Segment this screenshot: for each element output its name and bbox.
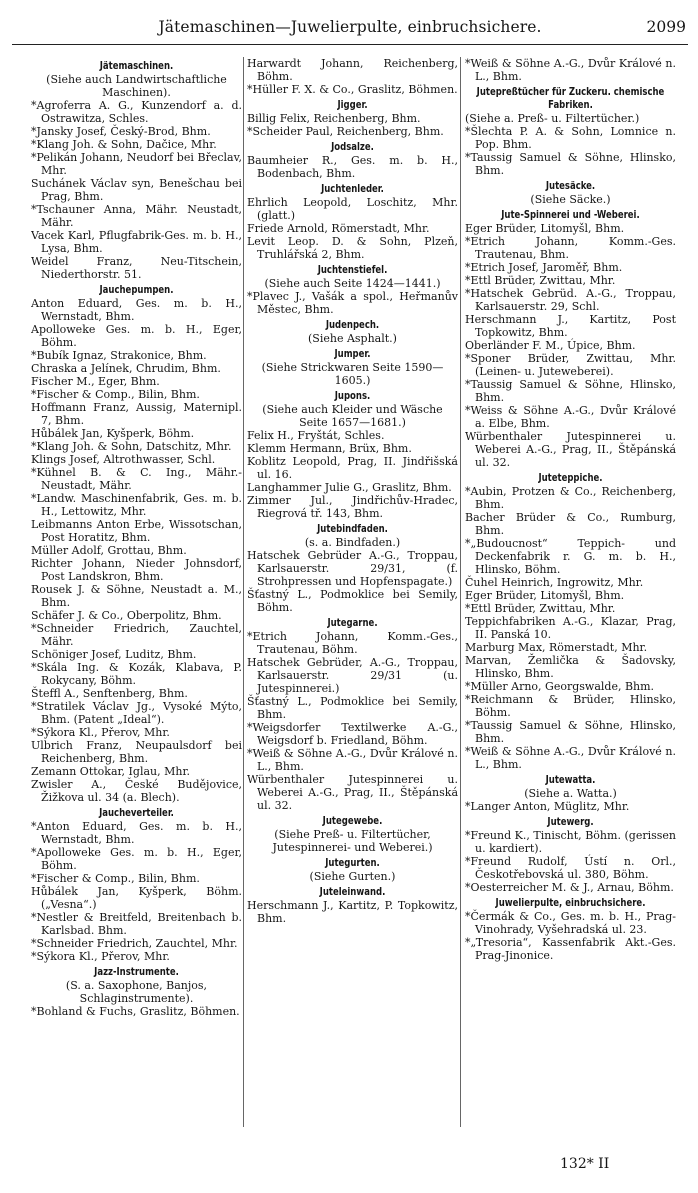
directory-entry: *Apolloweke Ges. m. b. H., Eger, Böhm. <box>31 846 242 872</box>
directory-entry: *„Tresoria“, Kassenfabrik Akt.-Ges. Prag-Jinonice. <box>465 936 676 962</box>
directory-section <box>247 264 458 316</box>
directory-entry: Zimmer Jul., Jindřichův-Hradec, Riegrová tř. 143, Bhm. <box>247 494 458 520</box>
directory-entry: *Schneider Friedrich, Zauchtel, Mhr. <box>31 937 238 950</box>
directory-entry: Herschmann J., Kartitz, P. Topkowitz, Bhm. <box>247 899 458 925</box>
directory-entry: *Etrich Johann, Komm.-Ges., Trautenau, Böhm. <box>247 630 458 656</box>
directory-entry: Fischer M., Eger, Bhm. <box>31 375 160 388</box>
directory-section <box>31 284 242 804</box>
directory-section <box>247 857 458 883</box>
directory-section <box>247 617 458 812</box>
directory-entry: Weidel Franz, Neu-Titschein, Niederthorstr. 51. <box>31 255 242 281</box>
directory-entry: Ehrlich Leopold, Loschitz, Mhr. (glatt.) <box>247 196 458 222</box>
directory-entry: Baumheier R., Ges. m. b. H., Bodenbach, Bhm. <box>247 154 458 180</box>
directory-entry: Šťastný L., Podmoklice bei Semily, Böhm. <box>247 588 458 614</box>
directory-entry: Billig Felix, Reichenberg, Bhm. <box>247 112 421 125</box>
directory-section <box>247 57 458 96</box>
directory-entry: *Nestler & Breitfeld, Breitenbach b. Karlsbad. Bhm. <box>31 911 242 937</box>
footer-signature: 132* II <box>560 1156 610 1172</box>
directory-section <box>465 774 676 813</box>
directory-section <box>465 897 676 962</box>
directory-entry: Würbenthaler Jutespinnerei u. Weberei A.-G., Prag, II., Štěpánská ul. 32. <box>465 430 676 469</box>
directory-section <box>465 180 676 206</box>
directory-entry: Vacek Karl, Pflugfabrik-Ges. m. b. H., Lysa, Bhm. <box>31 229 242 255</box>
section-heading: Jutebindfaden. <box>317 523 388 535</box>
directory-section <box>31 807 242 963</box>
section-heading: Jigger. <box>337 99 368 111</box>
directory-entry: *Čermák & Co., Ges. m. b. H., Prag-Vinohrady, Vyšehradská ul. 23. <box>465 910 676 936</box>
directory-entry: Klemm Hermann, Brüx, Bhm. <box>247 442 412 455</box>
directory-entry: *Anton Eduard, Ges. m. b. H., Wernstadt, Bhm. <box>31 820 242 846</box>
directory-entry: *Ettl Brüder, Zwittau, Mhr. <box>465 602 616 615</box>
directory-entry: *Šlechta P. A. & Sohn, Lomnice n. Pop. Bhm. <box>465 125 676 151</box>
page-title: Jätemaschinen—Juwelierpulte, einbruchsichere. <box>158 18 542 36</box>
directory-entry: *Taussig Samuel & Söhne, Hlinsko, Bhm. <box>465 151 676 177</box>
directory-entry: Harwardt Johann, Reichenberg, Böhm. <box>247 57 458 83</box>
section-heading: Jutewerg. <box>547 816 594 828</box>
directory-entry: *Klang Joh. & Sohn, Datschitz, Mhr. <box>31 440 232 453</box>
section-heading: Juchtenleder. <box>321 183 384 195</box>
section-heading: Juteleinwand. <box>319 886 386 898</box>
directory-entry: Zwisler A., České Budějovice, Žižkova ul. 34 (a. Blech). <box>31 778 242 804</box>
section-heading: Jute-Spinnerei und -Weberei. <box>501 209 640 221</box>
column-1 <box>31 57 242 1147</box>
directory-entry: *Weiß & Söhne A.-G., Dvůr Králové n. L., Bhm. <box>247 747 458 773</box>
directory-entry: *Fischer & Comp., Bilin, Bhm. <box>31 872 200 885</box>
directory-entry: *Hatschek Gebrüd. A.-G., Troppau, Karlsauerstr. 29, Schl. <box>465 287 676 313</box>
directory-entry: *Schneider Friedrich, Zauchtel, Mähr. <box>31 622 242 648</box>
directory-entry: *Skála Ing. & Kozák, Klabava, P. Rokycany, Böhm. <box>31 661 242 687</box>
section-heading: Juchtenstiefel. <box>317 264 388 276</box>
directory-entry: *Weiß & Söhne A.-G., Dvůr Králové n. L., Bhm. <box>465 57 676 83</box>
directory-entry: Hůbálek Jan, Kyšperk, Böhm. <box>31 427 195 440</box>
section-note: (Siehe auch Landwirtschaftliche Maschinen). <box>46 73 227 99</box>
directory-entry: *Bubík Ignaz, Strakonice, Bhm. <box>31 349 207 362</box>
directory-entry: Hatschek Gebrüder, A.-G., Troppau, Karlsauerstr. 29/31 (u. Jutespinnerei.) <box>247 656 458 695</box>
directory-section <box>465 209 676 469</box>
directory-entry: Herschmann J., Kartitz, Post Topkowitz, Bhm. <box>465 313 676 339</box>
directory-entry: *Pelikán Johann, Neudorf bei Břeclav, Mhr. <box>31 151 242 177</box>
section-heading: Jazz-Instrumente. <box>94 966 179 978</box>
directory-section <box>247 886 458 925</box>
directory-entry: *Etrich Johann, Komm.-Ges. Trautenau, Bhm. <box>465 235 676 261</box>
directory-entry: *Sýkora Kl., Přerov, Mhr. <box>31 950 170 963</box>
directory-entry: *Aubin, Protzen & Co., Reichenberg, Bhm. <box>465 485 676 511</box>
directory-entry: Chraska a Jelínek, Chrudim, Bhm. <box>31 362 221 375</box>
section-heading: Juwelierpulte, einbruchsichere. <box>495 897 646 909</box>
directory-entry: Teppichfabriken A.-G., Klazar, Prag, II. Panská 10. <box>465 615 676 641</box>
section-heading: Jutesäcke. <box>545 180 596 192</box>
section-note: (Siehe Strickwaren Seite 1590—1605.) <box>261 361 444 387</box>
directory-entry: Eger Brüder, Litomyšl, Bhm. <box>465 589 625 602</box>
column-2 <box>247 57 458 1147</box>
section-note: (Siehe Gurten.) <box>309 870 396 883</box>
section-heading: Jutegurten. <box>325 857 380 869</box>
directory-entry: *Bohland & Fuchs, Graslitz, Böhmen. <box>31 1005 240 1018</box>
directory-entry: Langhammer Julie G., Graslitz, Bhm. <box>247 481 452 494</box>
directory-columns <box>31 57 676 1147</box>
directory-entry: *Hüller F. X. & Co., Graslitz, Böhmen. <box>247 83 458 96</box>
directory-entry: Felix H., Fryštát, Schles. <box>247 429 385 442</box>
directory-entry: Friede Arnold, Römerstadt, Mhr. <box>247 222 430 235</box>
directory-entry: Oberländer F. M., Úpice, Bhm. <box>465 339 636 352</box>
directory-entry: Suchánek Václav syn, Benešchau bei Prag, Bhm. <box>31 177 242 203</box>
directory-entry: *Plavec J., Vašák a spol., Heřmanův Městec, Bhm. <box>247 290 458 316</box>
directory-entry: *Sýkora Kl., Přerov, Mhr. <box>31 726 170 739</box>
directory-entry: *Scheider Paul, Reichenberg, Bhm. <box>247 125 444 138</box>
directory-entry: Ulbrich Franz, Neupaulsdorf bei Reichenberg, Bhm. <box>31 739 242 765</box>
directory-entry: *„Budoucnost“ Teppich- und Deckenfabrik r. G. m. b. H., Hlinsko, Böhm. <box>465 537 676 576</box>
directory-entry: Marburg Max, Römerstadt, Mhr. <box>465 641 648 654</box>
section-heading: Jätemaschinen. <box>99 60 174 72</box>
directory-entry: *Freund K., Tinischt, Böhm. (gerissen u. kardiert). <box>465 829 676 855</box>
directory-entry: *Kühnel B. & C. Ing., Mähr.-Neustadt, Mähr. <box>31 466 242 492</box>
directory-entry: *Jansky Josef, Český-Brod, Bhm. <box>31 125 211 138</box>
directory-entry: *Landw. Maschinenfabrik, Ges. m. b. H., Lettowitz, Mhr. <box>31 492 242 518</box>
directory-section <box>247 319 458 345</box>
directory-entry: Hůbálek Jan, Kyšperk, Böhm. („Vesna“.) <box>31 885 242 911</box>
directory-entry: *Etrich Josef, Jaroměř, Bhm. <box>465 261 623 274</box>
directory-entry: Marvan, Žemlička & Šadovsky, Hlinsko, Bhm. <box>465 654 676 680</box>
section-heading: Jauchepumpen. <box>99 284 174 296</box>
directory-entry: (Siehe a. Preß- u. Filtertücher.) <box>465 112 640 125</box>
directory-entry: Bacher Brüder & Co., Rumburg, Bhm. <box>465 511 676 537</box>
section-heading: Juteteppiche. <box>538 472 603 484</box>
section-heading: Jutegewebe. <box>322 815 383 827</box>
directory-entry: *Reichmann & Brüder, Hlinsko, Böhm. <box>465 693 676 719</box>
directory-entry: Leibmanns Anton Erbe, Wissotschan, Post Horatitz, Bhm. <box>31 518 242 544</box>
directory-entry: *Weiß & Söhne A.-G., Dvůr Králové n. L., Bhm. <box>465 745 676 771</box>
section-heading: Jupons. <box>334 390 371 402</box>
directory-entry: Rousek J. & Söhne, Neustadt a. M., Bhm. <box>31 583 242 609</box>
directory-entry: Hatschek Gebrüder A.-G., Troppau, Karlsauerstr. 29/31, (f. Strohpressen und Hopfenspagate.) <box>247 549 458 588</box>
directory-entry: *Oesterreicher M. & J., Arnau, Böhm. <box>465 881 674 894</box>
directory-section <box>247 183 458 261</box>
directory-entry: Koblitz Leopold, Prag, II. Jindřišská ul. 16. <box>247 455 458 481</box>
directory-entry: Apolloweke Ges. m. b. H., Eger, Böhm. <box>31 323 242 349</box>
directory-entry: *Agroferra A. G., Kunzendorf a. d. Ostrawitza, Schles. <box>31 99 242 125</box>
section-heading: Jaucheverteiler. <box>99 807 174 819</box>
directory-entry: Hoffmann Franz, Aussig, Maternipl. 7, Bhm. <box>31 401 242 427</box>
directory-entry: *Stratilek Václav Jg., Vysoké Mýto, Bhm. (Patent „Ideal“). <box>31 700 242 726</box>
section-heading: Judenpech. <box>325 319 380 331</box>
directory-entry: *Langer Anton, Müglitz, Mhr. <box>465 800 630 813</box>
directory-section <box>247 815 458 854</box>
section-heading: Jutegarne. <box>327 617 378 629</box>
section-note: (Siehe Preß- u. Filtertücher, Jutespinnerei- und Weberei.) <box>272 828 433 854</box>
directory-section <box>465 57 676 83</box>
directory-entry: Klings Josef, Altrothwasser, Schl. <box>31 453 216 466</box>
directory-section <box>247 523 458 614</box>
directory-entry: Levit Leop. D. & Sohn, Plzeň, Truhlářská 2, Bhm. <box>247 235 458 261</box>
directory-entry: *Tschauner Anna, Mähr. Neustadt, Mähr. <box>31 203 242 229</box>
directory-section <box>247 141 458 180</box>
directory-section <box>465 816 676 894</box>
section-note: (s. a. Bindfaden.) <box>304 536 401 549</box>
directory-entry: *Ettl Brüder, Zwittau, Mhr. <box>465 274 616 287</box>
section-note: (Siehe Asphalt.) <box>308 332 397 345</box>
section-heading: Jumper. <box>334 348 371 360</box>
section-heading: Jutewatta. <box>545 774 596 786</box>
directory-entry: *Taussig Samuel & Söhne, Hlinsko, Bhm. <box>465 378 676 404</box>
directory-entry: Anton Eduard, Ges. m. b. H., Wernstadt, Bhm. <box>31 297 242 323</box>
directory-section <box>31 60 242 281</box>
directory-section <box>465 86 676 177</box>
directory-section <box>247 348 458 387</box>
directory-entry: Schäfer J. & Co., Oberpolitz, Bhm. <box>31 609 222 622</box>
directory-entry: *Müller Arno, Georgswalde, Bhm. <box>465 680 655 693</box>
section-note: (Siehe Säcke.) <box>530 193 611 206</box>
section-heading: Jutepreßtücher für Zuckeru. chemische Fabriken. <box>476 86 665 111</box>
directory-entry: Eger Brüder, Litomyšl, Bhm. <box>465 222 625 235</box>
directory-entry: *Klang Joh. & Sohn, Dačice, Mhr. <box>31 138 217 151</box>
directory-entry: Zemann Ottokar, Iglau, Mhr. <box>31 765 190 778</box>
directory-entry: Richter Johann, Nieder Johnsdorf, Post Landskron, Bhm. <box>31 557 242 583</box>
directory-entry: Čuhel Heinrich, Ingrowitz, Mhr. <box>465 576 644 589</box>
directory-section <box>465 472 676 771</box>
directory-section <box>31 966 242 1018</box>
directory-section <box>247 390 458 520</box>
page-number: 2099 <box>646 18 686 36</box>
directory-entry: *Freund Rudolf, Ústí n. Orl., Českotřebovská ul. 380, Böhm. <box>465 855 676 881</box>
directory-entry: Šteffl A., Senftenberg, Bhm. <box>31 687 188 700</box>
directory-entry: Schöniger Josef, Luditz, Bhm. <box>31 648 197 661</box>
directory-section <box>247 99 458 138</box>
directory-entry: Würbenthaler Jutespinnerei u. Weberei A.-G., Prag, II., Štěpánská ul. 32. <box>247 773 458 812</box>
directory-entry: *Fischer & Comp., Bilin, Bhm. <box>31 388 200 401</box>
section-note: (Siehe auch Kleider und Wäsche Seite 1657—1681.) <box>262 403 443 429</box>
section-note: (S. a. Saxophone, Banjos, Schlaginstrumente). <box>65 979 208 1005</box>
section-note: (Siehe auch Seite 1424—1441.) <box>264 277 441 290</box>
directory-entry: *Weigsdorfer Textilwerke A.-G., Weigsdorf b. Friedland, Böhm. <box>247 721 458 747</box>
directory-entry: Müller Adolf, Grottau, Bhm. <box>31 544 187 557</box>
running-head <box>12 10 688 45</box>
section-heading: Jodsalze. <box>331 141 374 153</box>
directory-entry: *Taussig Samuel & Söhne, Hlinsko, Bhm. <box>465 719 676 745</box>
section-note: (Siehe a. Watta.) <box>524 787 617 800</box>
directory-entry: Šťastný L., Podmoklice bei Semily, Bhm. <box>247 695 458 721</box>
directory-entry: *Sponer Brüder, Zwittau, Mhr. (Leinen- u. Juteweberei). <box>465 352 676 378</box>
column-3 <box>465 57 676 1147</box>
directory-entry: *Weiss & Söhne A.-G., Dvůr Králové a. Elbe, Bhm. <box>465 404 676 430</box>
